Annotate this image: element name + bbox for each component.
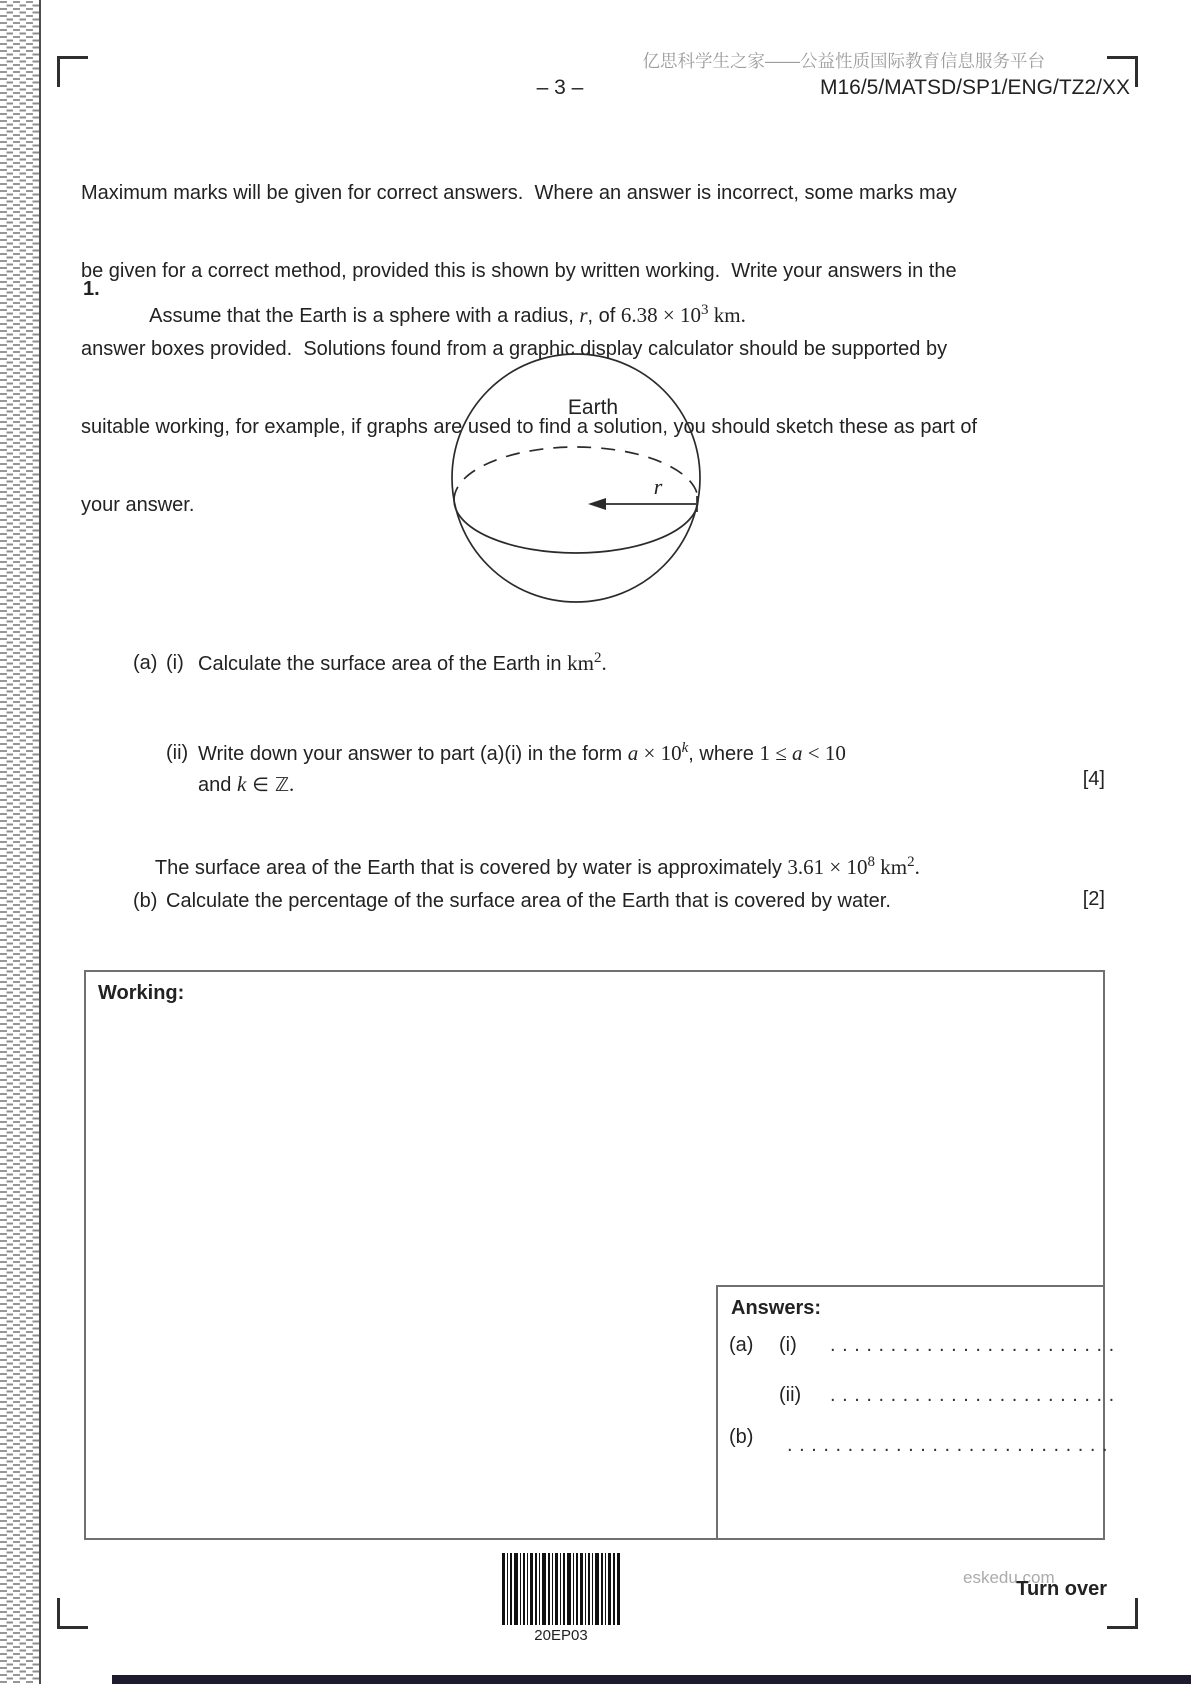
period: . (914, 855, 920, 879)
crop-mark-bottom-right (1107, 1598, 1138, 1629)
instructions-line: be given for a correct method, provided this is shown by written working. Write your answers in the (81, 260, 957, 282)
stem-period: . (740, 303, 746, 327)
part-b-label: (b) (133, 890, 158, 912)
instructions-line: your answer. (81, 494, 195, 516)
answer-dotted-line: . . . . . . . . . . . . . . . . . . . . . . . . (830, 1384, 1115, 1406)
math-var-k: k (236, 772, 247, 796)
instructions-line: suitable working, for example, if graphs are used to find a solution, you should sketch these as part of (81, 416, 978, 438)
answer-dotted-line: . . . . . . . . . . . . . . . . . . . . . . . . . . . (787, 1434, 1109, 1456)
part-a-i-text (198, 650, 607, 679)
radius-label: r (653, 474, 663, 499)
condition: < 10 (802, 741, 846, 765)
answer-part-label: (b) (729, 1426, 754, 1448)
text: The surface area of the Earth that is covered by water is approximately (154, 857, 788, 879)
unit-exponent: 2 (593, 650, 602, 666)
page-number: – 3 – (536, 76, 584, 99)
equator-front (454, 500, 698, 553)
part-b-text: Calculate the percentage of the surface area of the Earth that is covered by water. (166, 890, 891, 912)
water-area-exponent: 8 (867, 854, 875, 870)
text: Calculate the surface area of the Earth in (198, 653, 568, 675)
binding-edge-texture (0, 0, 41, 1684)
watermark: eskedu.com (963, 1568, 1055, 1587)
period: . (289, 772, 295, 796)
part-a-ii-line1 (198, 740, 846, 769)
text: and (198, 774, 237, 796)
working-label: Working: (98, 982, 185, 1004)
part-a-ii-label: (ii) (166, 742, 189, 764)
radius-unit: km (708, 303, 741, 327)
instructions-line: answer boxes provided. Solutions found from a graphic display calculator should be supported by (81, 338, 948, 360)
times-ten: × 10 (638, 741, 682, 765)
answers-label: Answers: (731, 1297, 822, 1319)
marks-b: [2] (1082, 888, 1105, 910)
site-banner: 亿思科学生之家——公益性质国际教育信息服务平台 (642, 51, 1045, 71)
earth-sphere-diagram (430, 336, 722, 616)
sphere-outline (452, 354, 700, 602)
stem-text: Assume that the Earth is a sphere with a radius, (149, 305, 580, 327)
math-var-a: a (627, 741, 639, 765)
stem-text: , of (587, 305, 621, 327)
barcode-text: 20EP03 (534, 1627, 588, 1644)
scan-edge-artifact (112, 1675, 1191, 1684)
water-area-value: 3.61 × 10 (787, 855, 868, 879)
radius-arrowhead (588, 498, 606, 510)
part-a-ii-text (198, 740, 846, 798)
crop-mark-bottom-left (57, 1598, 88, 1629)
answer-sub-label: (i) (779, 1334, 797, 1356)
turn-over-label: Turn over (1016, 1578, 1107, 1600)
part-a-label: (a) (133, 652, 158, 674)
part-a-i-label: (i) (166, 652, 184, 674)
instructions-line: Maximum marks will be given for correct answers. Where an answer is incorrect, some marks may (81, 182, 957, 204)
math-var-a: a (791, 741, 803, 765)
answers-box (716, 1285, 1115, 1540)
integer-set-symbol: ∈ ℤ (246, 774, 290, 796)
math-var-r: r (579, 303, 588, 327)
period: . (601, 651, 607, 675)
radius-exponent: 3 (700, 302, 709, 318)
radius-value: 6.38 × 10 (620, 303, 701, 327)
barcode (502, 1553, 620, 1625)
question-number: 1. (83, 278, 100, 300)
crop-mark-top-left (57, 56, 88, 87)
unit-exponent: 2 (907, 854, 915, 870)
answer-part-label: (a) (729, 1334, 754, 1356)
math-exp-k: k (681, 740, 689, 756)
paper-code: M16/5/MATSD/SP1/ENG/TZ2/XX (819, 76, 1130, 99)
text: Write down your answer to part (a)(i) in the form (198, 743, 628, 765)
part-a-ii-line2 (198, 771, 846, 798)
text: , where (688, 743, 760, 765)
unit-km: km (567, 651, 594, 675)
marks-a: [4] (1082, 768, 1105, 790)
condition: 1 ≤ (759, 741, 792, 765)
earth-label: Earth (567, 396, 619, 419)
unit-km: km (875, 855, 908, 879)
answer-sub-label: (ii) (779, 1384, 802, 1406)
answer-dotted-line: . . . . . . . . . . . . . . . . . . . . . . . . (830, 1334, 1115, 1356)
